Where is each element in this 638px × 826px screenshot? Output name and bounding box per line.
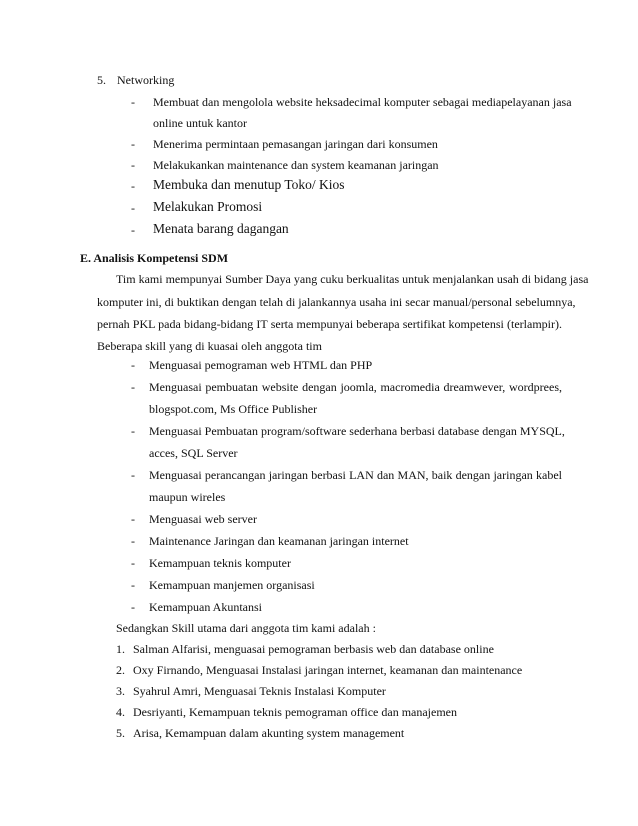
list-dash: - [131, 358, 135, 372]
member-number: 5. [116, 726, 125, 740]
member-item: Desriyanti, Kemampuan teknis pemograman office dan manajemen [133, 705, 457, 719]
member-item: Arisa, Kemampuan dalam akunting system management [133, 726, 405, 740]
member-item: Syahrul Amri, Menguasai Teknis Instalasi Komputer [133, 684, 386, 698]
paragraph-line: Tim kami mempunyai Sumber Daya yang cuku berkualitas untuk menjalankan usah di bidang jasa [116, 272, 589, 286]
list-dash: - [131, 468, 135, 482]
list-item: Menguasai pemograman web HTML dan PHP [149, 358, 373, 372]
section-title: Networking [117, 73, 175, 87]
list-dash: - [131, 600, 135, 614]
section-number: 5. [97, 73, 106, 87]
list-item-continuation: acces, SQL Server [149, 446, 238, 460]
list-item: Menguasai perancangan jaringan berbasi LAN dan MAN, baik dengan jaringan kabel [149, 468, 562, 482]
list-item: Menguasai Pembuatan program/software sederhana berbasi database dengan MYSQL, [149, 424, 565, 438]
list-dash: - [131, 380, 135, 394]
member-item: Salman Alfarisi, menguasai pemograman berbasis web dan database online [133, 642, 494, 656]
list-dash: - [131, 534, 135, 548]
member-number: 1. [116, 642, 125, 656]
list-dash: - [131, 179, 135, 193]
member-number: 4. [116, 705, 125, 719]
list-item: Menata barang dagangan [153, 221, 289, 236]
list-dash: - [131, 424, 135, 438]
section-heading: E. Analisis Kompetensi SDM [80, 251, 229, 265]
list-item-continuation: maupun wireles [149, 490, 226, 504]
list-dash: - [131, 137, 135, 151]
list-item: Membuat dan mengolola website heksadecimal komputer sebagai mediapelayanan jasa [153, 95, 572, 109]
main-skill-intro: Sedangkan Skill utama dari anggota tim kami adalah : [116, 621, 376, 635]
paragraph-line: pernah PKL pada bidang-bidang IT serta mempunyai beberapa sertifikat kompetensi (terlampir). [97, 317, 562, 331]
list-item: Kemampuan teknis komputer [149, 556, 291, 570]
list-dash: - [131, 512, 135, 526]
list-item: Membuka dan menutup Toko/ Kios [153, 177, 345, 192]
list-dash: - [131, 223, 135, 237]
list-dash: - [131, 158, 135, 172]
paragraph-line: komputer ini, di buktikan dengan telah di jalankannya usaha ini secar manual/personal sebelumnya, [97, 295, 576, 309]
paragraph-line: Beberapa skill yang di kuasai oleh anggota tim [97, 339, 322, 353]
list-item: Melakukan Promosi [153, 199, 263, 214]
list-item: Kemampuan manjemen organisasi [149, 578, 315, 592]
list-item-continuation: online untuk kantor [153, 116, 247, 130]
list-dash: - [131, 578, 135, 592]
list-item: Maintenance Jaringan dan keamanan jaringan internet [149, 534, 409, 548]
list-item-continuation: blogspot.com, Ms Office Publisher [149, 402, 318, 416]
list-dash: - [131, 201, 135, 215]
member-item: Oxy Firnando, Menguasai Instalasi jaringan internet, keamanan dan maintenance [133, 663, 523, 677]
list-item: Menguasai web server [149, 512, 257, 526]
list-dash: - [131, 556, 135, 570]
member-number: 3. [116, 684, 125, 698]
list-item: Melakukankan maintenance dan system keamanan jaringan [153, 158, 439, 172]
list-item: Menguasai pembuatan website dengan joomla, macromedia dreamwever, wordprees, [149, 380, 562, 394]
list-item: Menerima permintaan pemasangan jaringan dari konsumen [153, 137, 438, 151]
list-dash: - [131, 95, 135, 109]
member-number: 2. [116, 663, 125, 677]
list-item: Kemampuan Akuntansi [149, 600, 262, 614]
